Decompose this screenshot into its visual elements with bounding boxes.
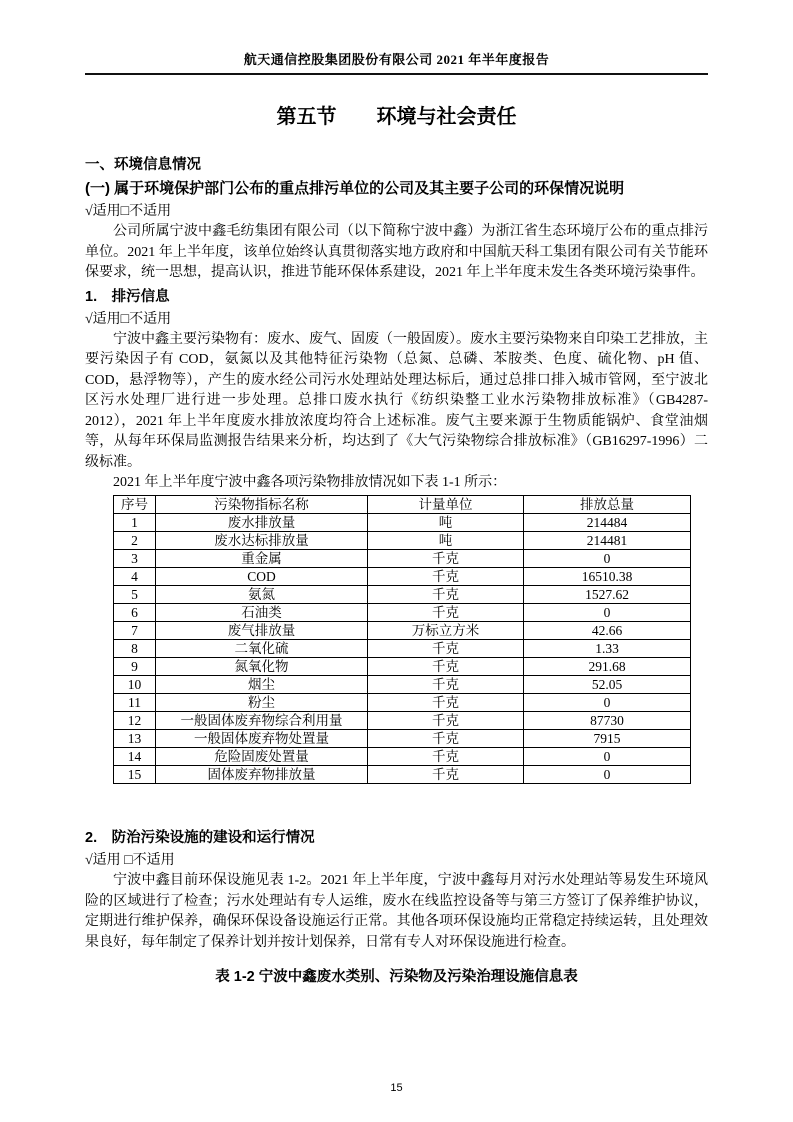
table-cell: 16510.38 — [524, 568, 691, 586]
page-number: 15 — [390, 1082, 403, 1094]
table-cell: 6 — [114, 604, 156, 622]
table-cell: 87730 — [524, 712, 691, 730]
table-cell: 0 — [524, 748, 691, 766]
paragraph-pollutants-detail: 宁波中鑫主要污染物有：废水、废气、固废（一般固废）。废水主要污染物来自印染工艺排放，主要污染因子有 COD，氨氮以及其他特征污染物（总氮、总磷、苯胺类、色度、硫化物、pH 值、COD，悬浮物等），产生的废水经公司污水处理站处理达标后，通过总排口排入城市管网，至宁波北区污水处理厂进行进一步处理。总排口废水执行《纺织染整工业水污染物排放标准》（GB4287-2012），2021 年上半年度废水排放浓度均符合上述标准。废气主要来源于生物质能锅炉、食堂油烟等，从每年环保局监测报告结果来分析，均达到了《大气污染物综合排放标准》（GB16297-1996）二级标准。 — [85, 331, 708, 470]
table-cell: 废水达标排放量 — [156, 532, 368, 550]
paragraph-company-overview: 公司所属宁波中鑫毛纺集团有限公司（以下简称宁波中鑫）为浙江省生态环境厅公布的重点排污单位。2021 年上半年度，该单位始终认真贯彻落实地方政府和中国航天科工集团有限公司有关节能环保要求，统一思想，提高认识，推进节能环保体系建设，2021 年上半年度未发生各类环境污染事件。 — [85, 224, 708, 280]
table-row — [114, 640, 691, 658]
table-row — [114, 730, 691, 748]
table-cell: 214481 — [524, 532, 691, 550]
table-cell: 粉尘 — [156, 694, 368, 712]
table-cell: 废水排放量 — [156, 514, 368, 532]
table-row — [114, 568, 691, 586]
table-cell: 氨氮 — [156, 586, 368, 604]
table-cell: 一般固体废弃物综合利用量 — [156, 712, 368, 730]
table-cell: 氮氧化物 — [156, 658, 368, 676]
item-heading-discharge-info: 1. 排污信息 — [85, 288, 170, 305]
document-content — [85, 0, 708, 987]
table-cell: 千克 — [368, 694, 524, 712]
table-row — [114, 766, 691, 784]
table-cell: 重金属 — [156, 550, 368, 568]
applicable-statement-1: √适用□不适用 — [85, 204, 172, 219]
table-header-cell: 污染物指标名称 — [156, 496, 368, 514]
running-header: 航天通信控股集团股份有限公司 2021 年半年度报告 — [243, 52, 550, 67]
table-row — [114, 676, 691, 694]
spacer — [85, 784, 708, 828]
header-divider — [85, 73, 708, 75]
table-cell: 1 — [114, 514, 156, 532]
table-cell: 吨 — [368, 532, 524, 550]
table-1-1-intro: 2021 年上半年度宁波中鑫各项污染物排放情况如下表 1-1 所示： — [113, 475, 507, 490]
table-cell: 烟尘 — [156, 676, 368, 694]
table-header-row — [114, 496, 691, 514]
table-cell: 千克 — [368, 604, 524, 622]
item-heading-pollution-control-facilities: 2. 防治污染设施的建设和运行情况 — [85, 830, 315, 846]
table-row — [114, 712, 691, 730]
table-cell: 千克 — [368, 550, 524, 568]
table-cell: 15 — [114, 766, 156, 784]
table-cell: 13 — [114, 730, 156, 748]
table-cell: 12 — [114, 712, 156, 730]
table-cell: 吨 — [368, 514, 524, 532]
table-cell: 11 — [114, 694, 156, 712]
table-cell: 固体废弃物排放量 — [156, 766, 368, 784]
table-cell: 石油类 — [156, 604, 368, 622]
table-cell: 9 — [114, 658, 156, 676]
table-row — [114, 532, 691, 550]
applicable-statement-2: √适用□不适用 — [85, 311, 172, 327]
section-heading-environment-info: 一、环境信息情况 — [85, 157, 201, 173]
table-cell: 7 — [114, 622, 156, 640]
table-cell: 4 — [114, 568, 156, 586]
table-cell: 千克 — [368, 676, 524, 694]
applicable-statement-3: √适用 □不适用 — [85, 853, 175, 868]
table-header-cell: 序号 — [114, 496, 156, 514]
table-cell: 0 — [524, 550, 691, 568]
table-header-cell: 排放总量 — [524, 496, 691, 514]
table-cell: 214484 — [524, 514, 691, 532]
paragraph-facilities-operation: 宁波中鑫目前环保设施见表 1-2。2021 年上半年度，宁波中鑫每月对污水处理站等易发生环境风险的区域进行了检查；污水处理站有专人运维，废水在线监控设备等与第三方签订了保养维护协议，定期进行维护保养，确保环保设备设施运行正常。其他各项环保设施均正常稳定持续运转，且处理效果良好，每年制定了保养计划并按计划保养，日常有专人对环保设施进行检查。 — [85, 873, 708, 950]
table-body — [114, 514, 691, 784]
pollutant-emissions-table — [113, 495, 691, 784]
table-cell: 14 — [114, 748, 156, 766]
table-row — [114, 748, 691, 766]
table-row — [114, 604, 691, 622]
table-cell: 危险固废处置量 — [156, 748, 368, 766]
table-cell: 7915 — [524, 730, 691, 748]
table-1-2-caption: 表 1-2 宁波中鑫废水类别、污染物及污染治理设施信息表 — [215, 969, 578, 985]
table-row — [114, 550, 691, 568]
table-cell: 千克 — [368, 658, 524, 676]
table-cell: 千克 — [368, 730, 524, 748]
table-cell: COD — [156, 568, 368, 586]
table-header-cell: 计量单位 — [368, 496, 524, 514]
table-cell: 1527.62 — [524, 586, 691, 604]
table-cell: 3 — [114, 550, 156, 568]
table-row — [114, 622, 691, 640]
table-cell: 1.33 — [524, 640, 691, 658]
table-cell: 0 — [524, 694, 691, 712]
table-cell: 万标立方米 — [368, 622, 524, 640]
table-cell: 2 — [114, 532, 156, 550]
table-cell: 千克 — [368, 586, 524, 604]
table-cell: 千克 — [368, 766, 524, 784]
table-cell: 42.66 — [524, 622, 691, 640]
table-cell: 二氧化硫 — [156, 640, 368, 658]
table-cell: 52.05 — [524, 676, 691, 694]
subsection-heading-key-polluter: (一) 属于环境保护部门公布的重点排污单位的公司及其主要子公司的环保情况说明 — [85, 180, 625, 197]
table-row — [114, 586, 691, 604]
table-cell: 0 — [524, 604, 691, 622]
table-cell: 千克 — [368, 712, 524, 730]
table-row — [114, 694, 691, 712]
table-cell: 一般固体废弃物处置量 — [156, 730, 368, 748]
table-cell: 千克 — [368, 640, 524, 658]
table-cell: 千克 — [368, 748, 524, 766]
table-cell: 0 — [524, 766, 691, 784]
table-cell: 千克 — [368, 568, 524, 586]
table-cell: 291.68 — [524, 658, 691, 676]
table-row — [114, 514, 691, 532]
table-head — [114, 496, 691, 514]
table-cell: 8 — [114, 640, 156, 658]
chapter-title: 第五节 环境与社会责任 — [276, 106, 517, 128]
table-cell: 废气排放量 — [156, 622, 368, 640]
table-cell: 10 — [114, 676, 156, 694]
table-row — [114, 658, 691, 676]
table-cell: 5 — [114, 586, 156, 604]
